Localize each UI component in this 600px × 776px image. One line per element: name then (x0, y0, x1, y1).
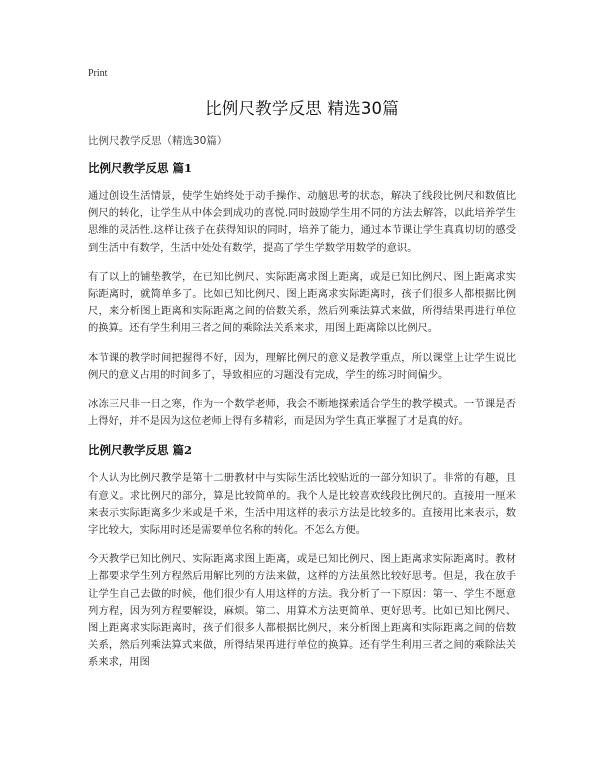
page-title: 比例尺教学反思 精选30篇 (205, 99, 399, 118)
document-page (88, 68, 516, 684)
print-label: Print (88, 68, 108, 79)
paragraph: 通过创设生活情景，使学生始终处于动手操作、动脑思考的状态，解决了线段比例尺和数值比例尺的转化，让学生从中体会到成功的喜悦.同时鼓励学生用不同的方法去解答，以此培养学生思维的灵活性.这样让孩子在获得知识的同时，培养了能力，通过本节课让学生真真切切的感受到生活中有数学，生活中处处有数学，提高了学生学数学用数学的意识。 (88, 190, 516, 254)
section-1 (88, 160, 516, 430)
section-heading: 比例尺教学反思 篇1 (88, 161, 193, 175)
section-2 (88, 442, 516, 671)
paragraph: 个人认为比例尺教学是第十二册教材中与实际生活比较贴近的一部分知识了。非常的有趣，且有意义。求比例尺的部分，算是比较简单的。我个人是比较喜欢线段比例尺的。直接用一厘米来表示实际距离多少米或是千米，生活中用这样的表示方法是比较多的。直接用比来表示，数字比较大，实际用时还是需要单位名称的转化。不怎么方便。 (88, 472, 516, 537)
paragraph: 本节课的教学时间把握得不好，因为，理解比例尺的意义是教学重点，所以课堂上让学生说比例尺的意义占用的时间多了，导致相应的习题没有完成，学生的练习时间偏少。 (88, 351, 516, 381)
paragraph: 今天教学已知比例尺、实际距离求图上距离，或是已知比例尺、图上距离求实际距离时。教材上都要求学生列方程然后用解比列的方法来做，这样的方法虽然比较好思考。但是，我在放手让学生自己去做的时候，他们很少有人用这样的方法。我分析了一下原因：第一、学生不愿意列方程，因为列方程要解设，麻烦。第二、用算术方法更简单、更好思考。比如已知比例尺、图上距离求实际距离时，孩子们很多人都根据比例尺，来分析图上距离和实际距离之间的倍数关系，然后列乘法算式来做，所得结果再进行单位的换算。还有学生利用三者之间的乘除法关系来求，用图 (88, 553, 516, 669)
section-heading: 比例尺教学反思 篇2 (88, 443, 193, 458)
paragraph: 冰冻三尺非一日之寒，作为一个数学老师，我会不断地探索适合学生的教学模式。一节课是否上得好，并不是因为这位老师上得有多精彩，而是因为学生真正掌握了才是真的好。 (88, 398, 516, 428)
paragraph: 有了以上的铺垫教学，在已知比例尺、实际距离求图上距离，或是已知比例尺、图上距离求实际距离时，就简单多了。比如已知比例尺、图上距离求实际距离时，孩子们很多人都根据比例尺，来分析图上距离和实际距离之间的倍数关系，然后列乘法算式来做，所得结果再进行单位的换算。还有学生利用三者之间的乘除法关系来求，用图上距离除以比例尺。 (88, 270, 516, 335)
document-subtitle: 比例尺教学反思（精选30篇） (88, 135, 228, 147)
